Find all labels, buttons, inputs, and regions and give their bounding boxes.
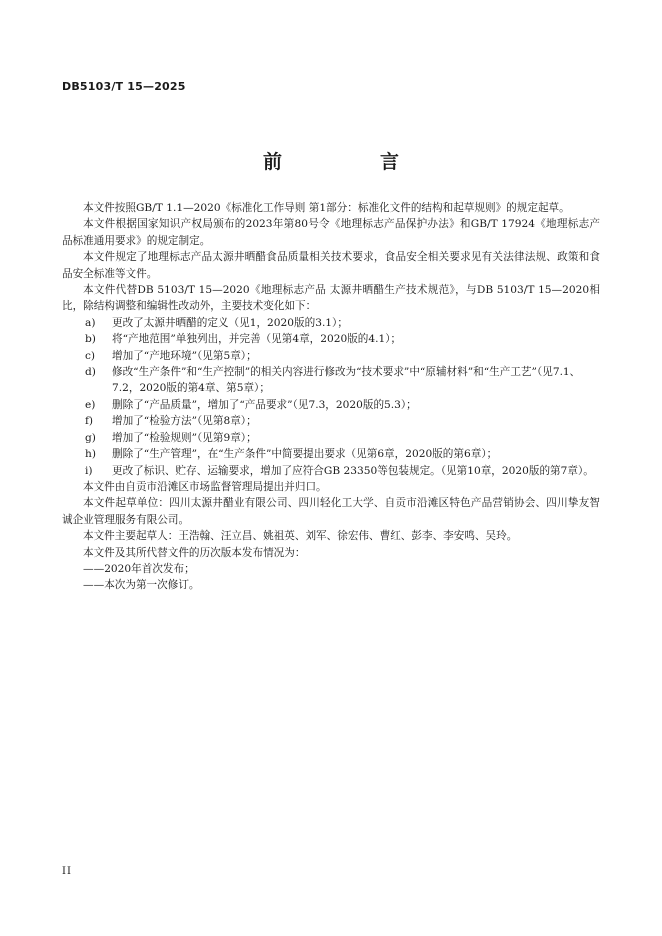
list-item: [62, 430, 600, 446]
list-item: [62, 364, 600, 397]
list-marker: i): [85, 464, 93, 477]
list-marker: d): [85, 366, 96, 379]
list-item: [62, 413, 600, 429]
page-title: 前 言: [262, 151, 419, 173]
list-marker: c): [85, 349, 96, 362]
list-item: [62, 446, 600, 462]
list-item-text: 更改了标识、贮存、运输要求，增加了应符合GB 23350等包装规定。（见第10章，2020版的第7章）。: [112, 464, 594, 477]
history-item: ——本次为第一次修订。: [83, 579, 200, 592]
paragraph-proposer: 本文件由自贡市沿滩区市场监督管理局提出并归口。: [83, 480, 327, 493]
list-item-text: 修改“生产条件”和“生产控制”的相关内容进行修改为“技术要求”中“原辅材料”和“生产工艺”（见7.1、7.2，2020版的第4章、第5章）；: [112, 366, 581, 395]
list-marker: b): [85, 333, 96, 346]
paragraph-drafters: 本文件主要起草人：王浩翰、汪立昌、姚祖英、刘军、徐宏伟、曹红、彭李、李安鸣、吴玲。: [83, 530, 518, 543]
list-item-text: 将“产地范围”单独列出，并完善（见第4章，2020版的4.1）；: [112, 333, 402, 346]
list-item: [62, 397, 600, 413]
list-item: [62, 463, 600, 479]
foreword-body: [62, 200, 600, 594]
list-marker: f): [85, 415, 94, 428]
list-item-text: 增加了“检验规则”（见第9章）；: [112, 431, 257, 444]
list-item: [62, 331, 600, 347]
list-item: [62, 315, 600, 331]
list-item-text: 删除了“生产管理”，在“生产条件”中简要提出要求（见第6章，2020版的第6章）；: [112, 448, 498, 461]
list-marker: h): [85, 448, 96, 461]
list-item-text: 增加了“检验方法”（见第8章）；: [112, 415, 257, 428]
paragraph-replacement: 本文件代替DB 5103/T 15—2020《地理标志产品 太源井晒醋生产技术规范》，与DB 5103/T 15—2020相比，除结构调整和编辑性改动外，主要技术变化如下：: [62, 284, 600, 313]
history-item: ——2020年首次发布；: [83, 562, 195, 575]
technical-changes-list: [62, 315, 600, 479]
list-marker: a): [85, 316, 96, 329]
page-number: II: [62, 866, 72, 877]
paragraph-drafting-rules: 本文件按照GB/T 1.1—2020《标准化工作导则 第1部分：标准化文件的结构和起草规则》的规定起草。: [83, 202, 570, 214]
list-item: [62, 348, 600, 364]
list-item-text: 删除了“产品质量”，增加了“产品要求”（见7.3，2020版的5.3）；: [112, 398, 417, 411]
paragraph-scope: 本文件规定了地理标志产品太源井晒醋食品质量相关技术要求，食品安全相关要求见有关法律法规、政策和食品安全标准等文件。: [62, 251, 600, 280]
paragraph-drafting-units: 本文件起草单位：四川太源井醋业有限公司、四川轻化工大学、自贡市沿滩区特色产品营销协会、四川挚友智诚企业管理服务有限公司。: [62, 497, 600, 526]
paragraph-legal-basis: 本文件根据国家知识产权局颁布的2023年第80号令《地理标志产品保护办法》和GB/T 17924《地理标志产品标准通用要求》的规定制定。: [62, 218, 600, 247]
list-marker: e): [85, 398, 96, 411]
list-item-text: 增加了“产地环境”（见第5章）；: [112, 349, 257, 362]
list-item-text: 更改了太源井晒醋的定义（见1，2020版的3.1）；: [112, 316, 348, 329]
paragraph-history-intro: 本文件及其所代替文件的历次版本发布情况为：: [83, 546, 306, 559]
list-marker: g): [85, 431, 96, 444]
document-code: DB5103/T 15—2025: [62, 80, 186, 93]
